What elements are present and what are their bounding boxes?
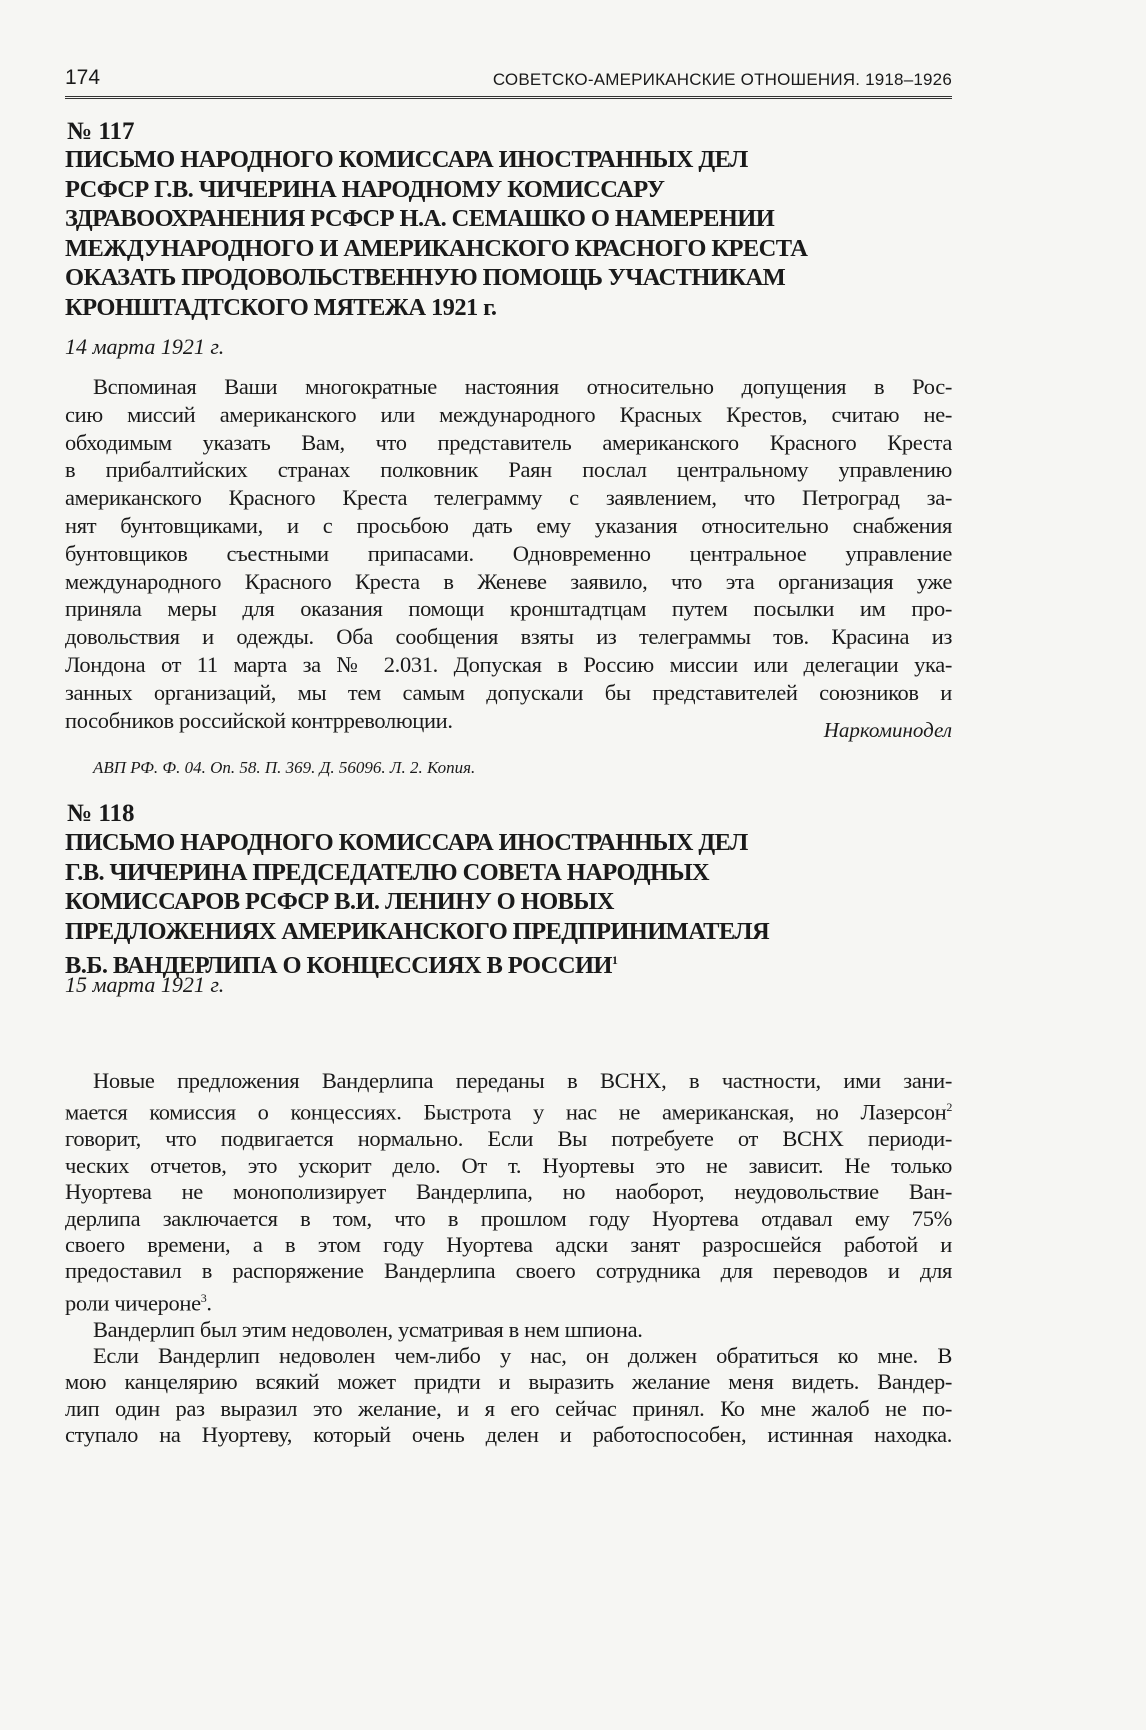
archive-source: АВП РФ. Ф. 04. Оп. 58. П. 369. Д. 56096. Л. 2. Копия.: [93, 758, 476, 777]
body-line: предоставил в распоряжение Вандерлипа своего сотрудника для переводов и для: [65, 1258, 952, 1284]
body-line: в прибалтийских странах полковник Раян послал центральному управлению: [65, 457, 952, 483]
title-line: ПИСЬМО НАРОДНОГО КОМИССАРА ИНОСТРАННЫХ ДЕЛ: [65, 146, 748, 173]
title-line-text: В.Б. ВАНДЕРЛИПА О КОНЦЕССИЯХ В РОССИИ: [65, 952, 612, 980]
punctuation: .: [206, 1290, 212, 1316]
body-line: Вспоминая Ваши многократные настояния относительно допущения в Рос-: [93, 374, 952, 399]
body-line: [65, 1094, 952, 1126]
body-line: Вандерлип был этим недоволен, усматривая в нем шпиона.: [93, 1316, 643, 1342]
document-date: 15 марта 1921 г.: [65, 972, 225, 997]
title-line: КРОНШТАДТСКОГО МЯТЕЖА 1921 г.: [65, 293, 497, 321]
body-line: обходимым указать Вам, что представитель американского Красного Креста: [65, 429, 952, 455]
body-line: довольствия и одежды. Оба сообщения взяты из телеграммы тов. Красина из: [65, 624, 952, 650]
body-line-text: роли чичероне: [65, 1290, 201, 1316]
document-title: [65, 145, 952, 322]
title-line: РСФСР Г.В. ЧИЧЕРИНА НАРОДНОМУ КОМИССАРУ: [65, 175, 665, 203]
body-line: ческих отчетов, это ускорит дело. От т. Нуортевы это не зависит. Не только: [65, 1152, 952, 1178]
title-line: ПРЕДЛОЖЕНИЯХ АМЕРИКАНСКОГО ПРЕДПРИНИМАТЕЛЯ: [65, 917, 770, 945]
title-line: ОКАЗАТЬ ПРОДОВОЛЬСТВЕННУЮ ПОМОЩЬ УЧАСТНИКАМ: [65, 264, 786, 291]
body-line-text: мается комиссия о концессиях. Быстрота у нас не американская, но Лазерсон: [65, 1099, 947, 1125]
body-line: Лондона от 11 марта за № 2.031. Допуская в Россию миссии или делегации ука-: [65, 651, 952, 677]
running-title: СОВЕТСКО-АМЕРИКАНСКИЕ ОТНОШЕНИЯ. 1918–1926: [492, 70, 952, 89]
footnote-mark: 2: [946, 1100, 952, 1115]
body-line: Нуортева не монополизирует Вандерлипа, но наоборот, неудовольствие Ван-: [65, 1179, 952, 1205]
body-line: мою канцелярию всякий может придти и выразить желание меня видеть. Вандер-: [65, 1369, 952, 1395]
title-line: КОМИССАРОВ РСФСР В.И. ЛЕНИНУ О НОВЫХ: [65, 888, 614, 915]
body-line: дерлипа заключается в том, что в прошлом году Нуортева отдавал ему 75%: [65, 1205, 952, 1231]
body-line: говорит, что подвигается нормально. Если Вы потребуете от ВСНХ периоди-: [65, 1126, 952, 1152]
body-line: ступало на Нуортеву, который очень делен и работоспособен, истинная находка.: [65, 1422, 952, 1448]
document-title: [65, 828, 952, 981]
title-line: ПИСЬМО НАРОДНОГО КОМИССАРА ИНОСТРАННЫХ ДЕЛ: [65, 829, 748, 856]
footnote-mark: 3: [200, 1290, 207, 1305]
title-line: ЗДРАВООХРАНЕНИЯ РСФСР Н.А. СЕМАШКО О НАМЕРЕНИИ: [65, 205, 775, 232]
document-date: 14 марта 1921 г.: [65, 334, 225, 359]
body-line: приняла меры для оказания помощи кронштадтцам путем посылки им про-: [65, 596, 952, 622]
title-line: МЕЖДУНАРОДНОГО И АМЕРИКАНСКОГО КРАСНОГО КРЕСТА: [65, 234, 808, 262]
document-body: [65, 1068, 952, 1449]
body-line: [65, 1285, 952, 1317]
body-line: Если Вандерлип недоволен чем-либо у нас, он должен обратиться ко мне. В: [93, 1343, 952, 1369]
body-line: своего времени, а в этом году Нуортева адски занят разросшейся работой и: [65, 1231, 952, 1257]
body-line: лип один раз выразил это желание, и я его сейчас принял. Ко мне жалоб не по-: [65, 1395, 952, 1421]
running-header: [65, 66, 952, 99]
footnote-mark: 1: [611, 953, 618, 967]
signature: Наркоминодел: [823, 718, 952, 742]
body-line: бунтовщиков съестными припасами. Одновременно центральное управление: [65, 540, 952, 566]
document-number: № 117: [67, 118, 135, 145]
body-line: пособников российской контрреволюции.: [65, 707, 453, 733]
document-number: № 118: [67, 800, 135, 827]
document-body: [65, 373, 952, 734]
title-line: Г.В. ЧИЧЕРИНА ПРЕДСЕДАТЕЛЮ СОВЕТА НАРОДНЫХ: [65, 858, 710, 886]
body-line: занных организаций, мы тем самым допускали бы представителей союзников и: [65, 679, 952, 705]
body-line: американского Красного Креста телеграмму с заявлением, что Петроград за-: [65, 485, 952, 511]
body-line: международного Красного Креста в Женеве заявило, что эта организация уже: [65, 568, 952, 594]
body-line: сию миссий американского или международного Красных Крестов, считаю не-: [65, 401, 952, 427]
body-line: Новые предложения Вандерлипа переданы в ВСНХ, в частности, ими зани-: [93, 1068, 952, 1093]
body-line: нят бунтовщиками, и с просьбою дать ему указания относительно снабжения: [65, 512, 952, 538]
page-number: 174: [65, 66, 101, 89]
